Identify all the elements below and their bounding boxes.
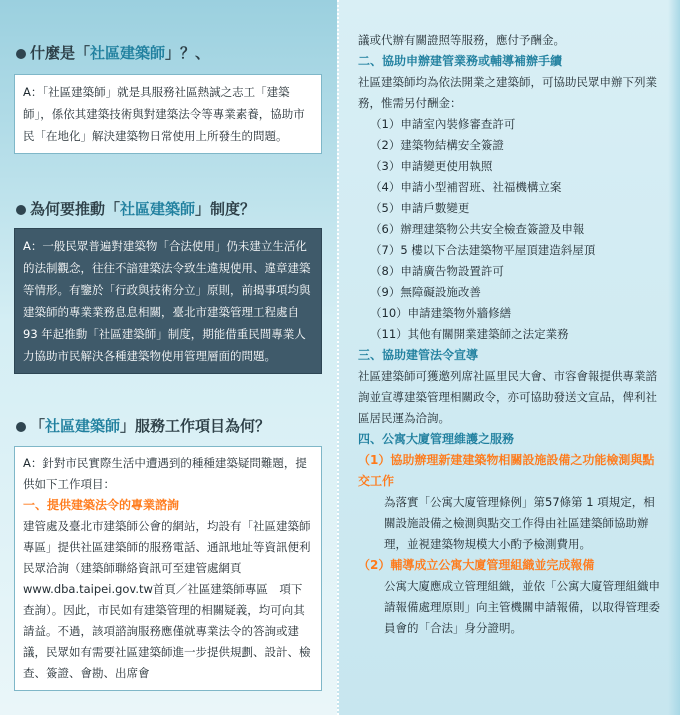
answer-why: A：一般民眾普遍對建築物「合法使用」仍未建立生活化的法制觀念，往往不諳建築法令致生違規使用、違章建築等情形。有鑒於「行政與技術分立」原則，前揭事項均與建築師的專業業務息息相關，臺北市建築管理工程處自 93 年起推動「社區建築師」制度，期能借重民間專業人力協助市民解決各種建築物使用管理層面的問題。 xyxy=(14,228,322,374)
list-item: （11）其他有關開業建築師之法定業務 xyxy=(370,327,569,341)
section-3-title: 三、協助建管法令宣導 xyxy=(358,348,479,362)
section-4-title: 四、公寓大廈管理維護之服務 xyxy=(358,432,515,446)
left-panel xyxy=(0,0,337,715)
question-services: 「社區建築師」服務工作項目為何？ xyxy=(16,415,270,436)
service-item-1-body: 建管處及臺北市建築師公會的網站，均設有「社區建築師專區」提供社區建築師的服務電話、通訊地址等資訊便利民眾洽詢（建築師聯絡資訊可至建管處網頁 www.dba.taipei.gov.tw首頁／社區建築師專區 項下查詢）。因此，市民如有建築管理的相關疑義，均可向其請益。不過，該項諮詢服務應僅就專業法令的答詢或建議，民眾如有需要社區建築師進一步提供規劃、設計、檢查、簽證、會勘、出席會 xyxy=(23,519,311,680)
list-item: （4）申請小型補習班、社福機構立案 xyxy=(370,180,562,194)
answer-services-intro: A：針對市民實際生活中遭遇到的種種建築疑問難題，提供如下工作項目： xyxy=(23,456,307,491)
answer-what-is: A：「社區建築師」就是具服務社區熱誠之志工「建築師」，係依其建築技術與對建築法令等專業素養，協助市民「在地化」解決建築物日常使用上所發生的問題。 xyxy=(14,74,322,154)
list-item: （3）申請變更使用執照 xyxy=(370,159,493,173)
list-item: （8）申請廣告物設置許可 xyxy=(370,264,504,278)
section-2-title: 二、協助申辦建管業務或輔導補辦手續 xyxy=(358,54,563,68)
list-item: （7）5 樓以下合法建築物平屋頂建造斜屋頂 xyxy=(370,243,596,257)
bullet-icon xyxy=(16,205,26,215)
section-4-sub-2: （2）輔導成立公寓大廈管理組織並完成報備 xyxy=(358,558,595,572)
list-item: （6）辦理建築物公共安全檢查簽證及申報 xyxy=(370,222,585,236)
section-4-body-1: 為落實「公寓大廈管理條例」第57條第 1 項規定，相關設施設備之檢測與點交工作得由社區建築師協助辦理，並視建築物規模大小酌予檢測費用。 xyxy=(384,495,655,551)
question-what-is: 什麼是「社區建築師」？、 xyxy=(16,42,210,63)
list-item: （2）建築物結構安全簽證 xyxy=(370,138,504,152)
section-2-body: 社區建築師均為依法開業之建築師，可協助民眾申辦下列業務，惟需另付酬金： xyxy=(358,75,657,110)
section-3-body: 社區建築師可獲邀列席社區里民大會、市容會報提供專業諮詢並宣導建築管理相關政令，亦可協助發送文宣品，俾利社區居民運為洽詢。 xyxy=(358,369,657,425)
section-4-sub-1: （1）協助辦理新建建築物相關設施設備之功能檢測與點交工作 xyxy=(358,453,655,488)
list-item: （10）申請建築物外牆修繕 xyxy=(370,306,512,320)
continued-text: 議或代辦有關證照等服務，應付予酬金。 xyxy=(358,33,565,47)
right-content xyxy=(358,30,666,639)
bullet-icon xyxy=(16,422,26,432)
service-item-1-title: 一、提供建築法令的專業諮詢 xyxy=(23,498,180,512)
list-item: （9）無障礙設施改善 xyxy=(370,285,481,299)
section-4-body-2: 公寓大廈應成立管理組織，並依「公寓大廈管理組織申請報備處理原則」向主管機關申請報備，以取得管理委員會的「合法」身分證明。 xyxy=(384,579,660,635)
bullet-icon xyxy=(16,49,26,59)
answer-services xyxy=(14,446,322,691)
question-why: 為何要推動「社區建築師」制度？ xyxy=(16,198,255,219)
list-item: （1）申請室內裝修審查許可 xyxy=(370,117,516,131)
list-item: （5）申請戶數變更 xyxy=(370,201,470,215)
